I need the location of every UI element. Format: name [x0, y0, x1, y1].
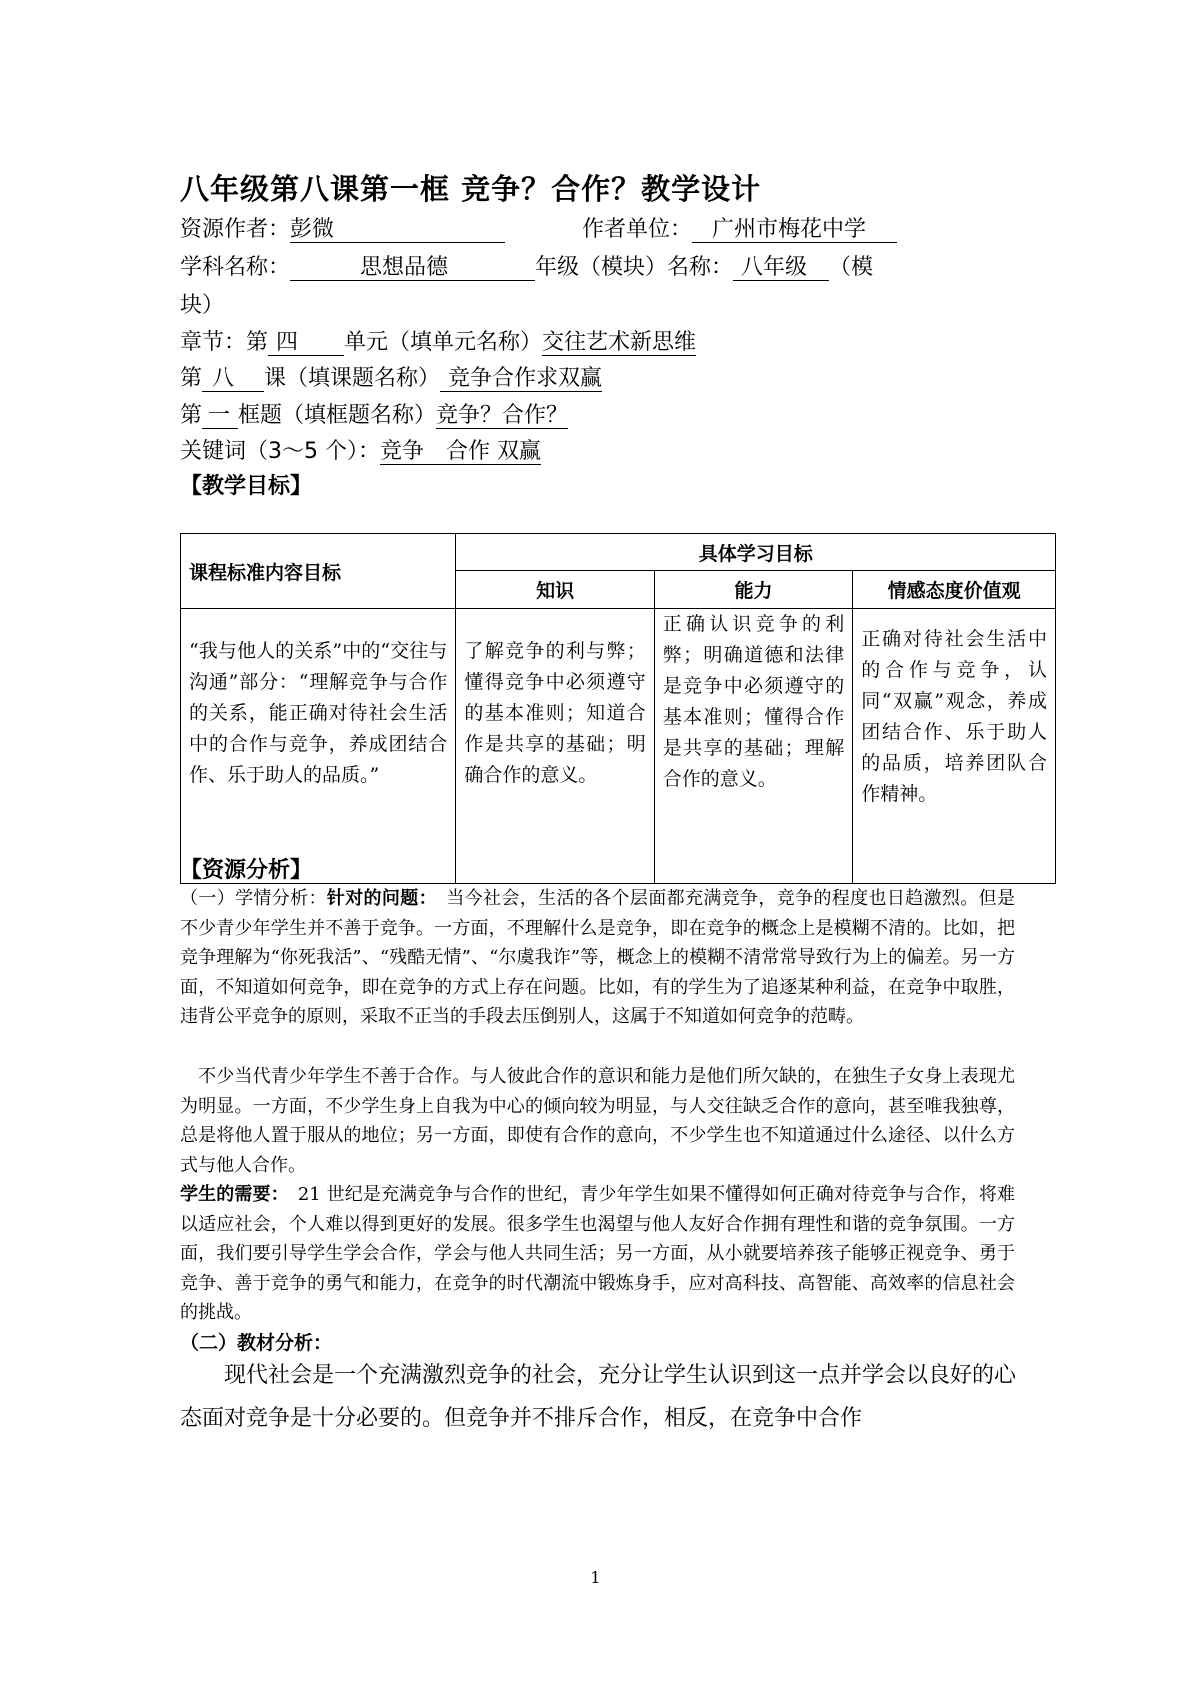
grade-suffix: （模: [829, 255, 874, 280]
header-attitude: 情感态度价值观: [853, 571, 1056, 609]
header-specific: 具体学习目标: [456, 534, 1056, 571]
textbook-analysis-heading: （二）教材分析：: [180, 1332, 333, 1354]
frame-line: [180, 398, 568, 429]
keywords-value: 竞争 合作 双赢: [380, 439, 541, 464]
p3-text: 21 世纪是充满竞争与合作的世纪，青少年学生如果不懂得如何正确对待竞争与合作，将难以适应社会，个人难以得到更好的发展。很多学生也渴望与他人友好合作拥有理性和谐的竞争氛围。一方面，我们要引导学生学会合作，学会与他人共同生活；另一方面，从小就要培养孩子能够正视竞争、勇于竞争、善于竞争的勇气和能力，在竞争的时代潮流中锻炼身手，应对高科技、高智能、高效率的信息社会的挑战。: [180, 1184, 1015, 1323]
section-heading-goals: 【教学目标】: [180, 474, 313, 499]
header-knowledge: 知识: [456, 571, 654, 609]
unit-line: [582, 212, 897, 243]
lesson-line: [180, 361, 602, 392]
frame-prefix: 第: [180, 403, 203, 428]
subject-value: 思想品德: [290, 255, 535, 281]
chapter-name: 交往艺术新思维: [542, 330, 697, 355]
cell-standard: “我与他人的关系”中的“交往与沟通”部分：“理解竞争与合作的关系，能正确对待社会生活中的合作与竞争，养成团结合作、乐于助人的品质。”: [181, 609, 456, 884]
frame-name: 竞争？合作？: [436, 403, 569, 428]
chapter-line: [180, 325, 696, 356]
header-ability: 能力: [654, 571, 852, 609]
author-line: [180, 212, 505, 243]
author-value: 彭微: [290, 217, 505, 243]
lesson-number: 八: [202, 366, 264, 392]
analysis-paragraph-3: [180, 1180, 1015, 1328]
keywords-line: [180, 434, 541, 465]
cell-ability: 正确认识竞争的利弊；明确道德和法律是竞争中必须遵守的基本准则；懂得合作是共享的基础；理解合作的意义。: [654, 609, 852, 884]
subject-label: 学科名称：: [180, 255, 291, 280]
header-standard: 课程标准内容目标: [181, 534, 456, 609]
grade-suffix-line: 块）: [180, 293, 225, 318]
goals-table: [180, 533, 1056, 884]
chapter-number: 四: [268, 330, 344, 356]
p1-text: 当今社会，生活的各个层面都充满竞争，竞争的程度也日趋激烈。但是不少青少年学生并不善于竞争。一方面，不理解什么是竞争，即在竞争的概念上是模糊不清的。比如，把竞争理解为“你死我活”、“残酷无情”、“尔虞我诈”等，概念上的模糊不清常常导致行为上的偏差。另一方面，不知道如何竞争，即在竞争的方式上存在问题。比如，有的学生为了追逐某种利益，在竞争中取胜，违背公平竞争的原则，采取不正当的手段去压倒别人，这属于不知道如何竞争的范畴。: [180, 888, 1016, 1027]
p1-lead: （一）学情分析：: [180, 888, 327, 909]
p1-bold: 针对的问题：: [326, 888, 428, 909]
textbook-analysis-paragraph: 现代社会是一个充满激烈竞争的社会，充分让学生认识到这一点并学会以良好的心态面对竞争是十分必要的。但竞争并不排斥合作，相反，在竞争中合作: [180, 1363, 1017, 1431]
grade-label: 年级（模块）名称：: [535, 255, 734, 280]
lesson-name: 竞争合作求双赢: [440, 366, 602, 392]
grade-value: 八年级: [733, 255, 829, 281]
page-number: 1: [590, 1568, 601, 1587]
frame-mid: 框题（填框题名称）: [238, 403, 437, 428]
frame-number: 一: [202, 403, 238, 429]
cell-attitude: 正确对待社会生活中的合作与竞争，认同“双赢”观念，养成团结合作、乐于助人的品质，培养团队合作精神。: [853, 609, 1056, 884]
unit-label: 作者单位：: [582, 217, 693, 242]
analysis-paragraph-2: 不少当代青少年学生不善于合作。与人彼此合作的意识和能力是他们所欠缺的，在独生子女身上表现尤为明显。一方面，不少学生身上自我为中心的倾向较为明显，与人交往缺乏合作的意向，甚至唯我独尊，总是将他人置于服从的地位；另一方面，即使有合作的意向，不少学生也不知道通过什么途径、以什么方式与他人合作。: [180, 1066, 1015, 1176]
lesson-prefix: 第: [180, 366, 203, 391]
section-heading-resource: 【资源分析】: [180, 858, 313, 883]
chapter-mid: 单元（填单元名称）: [344, 330, 543, 355]
keywords-label: 关键词（3～5 个）：: [180, 439, 380, 464]
analysis-paragraph-1: [180, 884, 1015, 1032]
p3-bold: 学生的需要：: [180, 1184, 280, 1205]
lesson-mid: 课（填课题名称）: [264, 366, 441, 391]
subject-line: [180, 250, 873, 281]
cell-knowledge: 了解竞争的利与弊；懂得竞争中必须遵守的基本准则；知道合作是共享的基础；明确合作的意义。: [456, 609, 654, 884]
chapter-prefix: 章节：第: [180, 330, 269, 355]
author-label: 资源作者：: [180, 217, 291, 242]
unit-value: 广州市梅花中学: [692, 217, 897, 243]
document-title: 八年级第八课第一框 竞争？合作？教学设计: [180, 172, 762, 206]
